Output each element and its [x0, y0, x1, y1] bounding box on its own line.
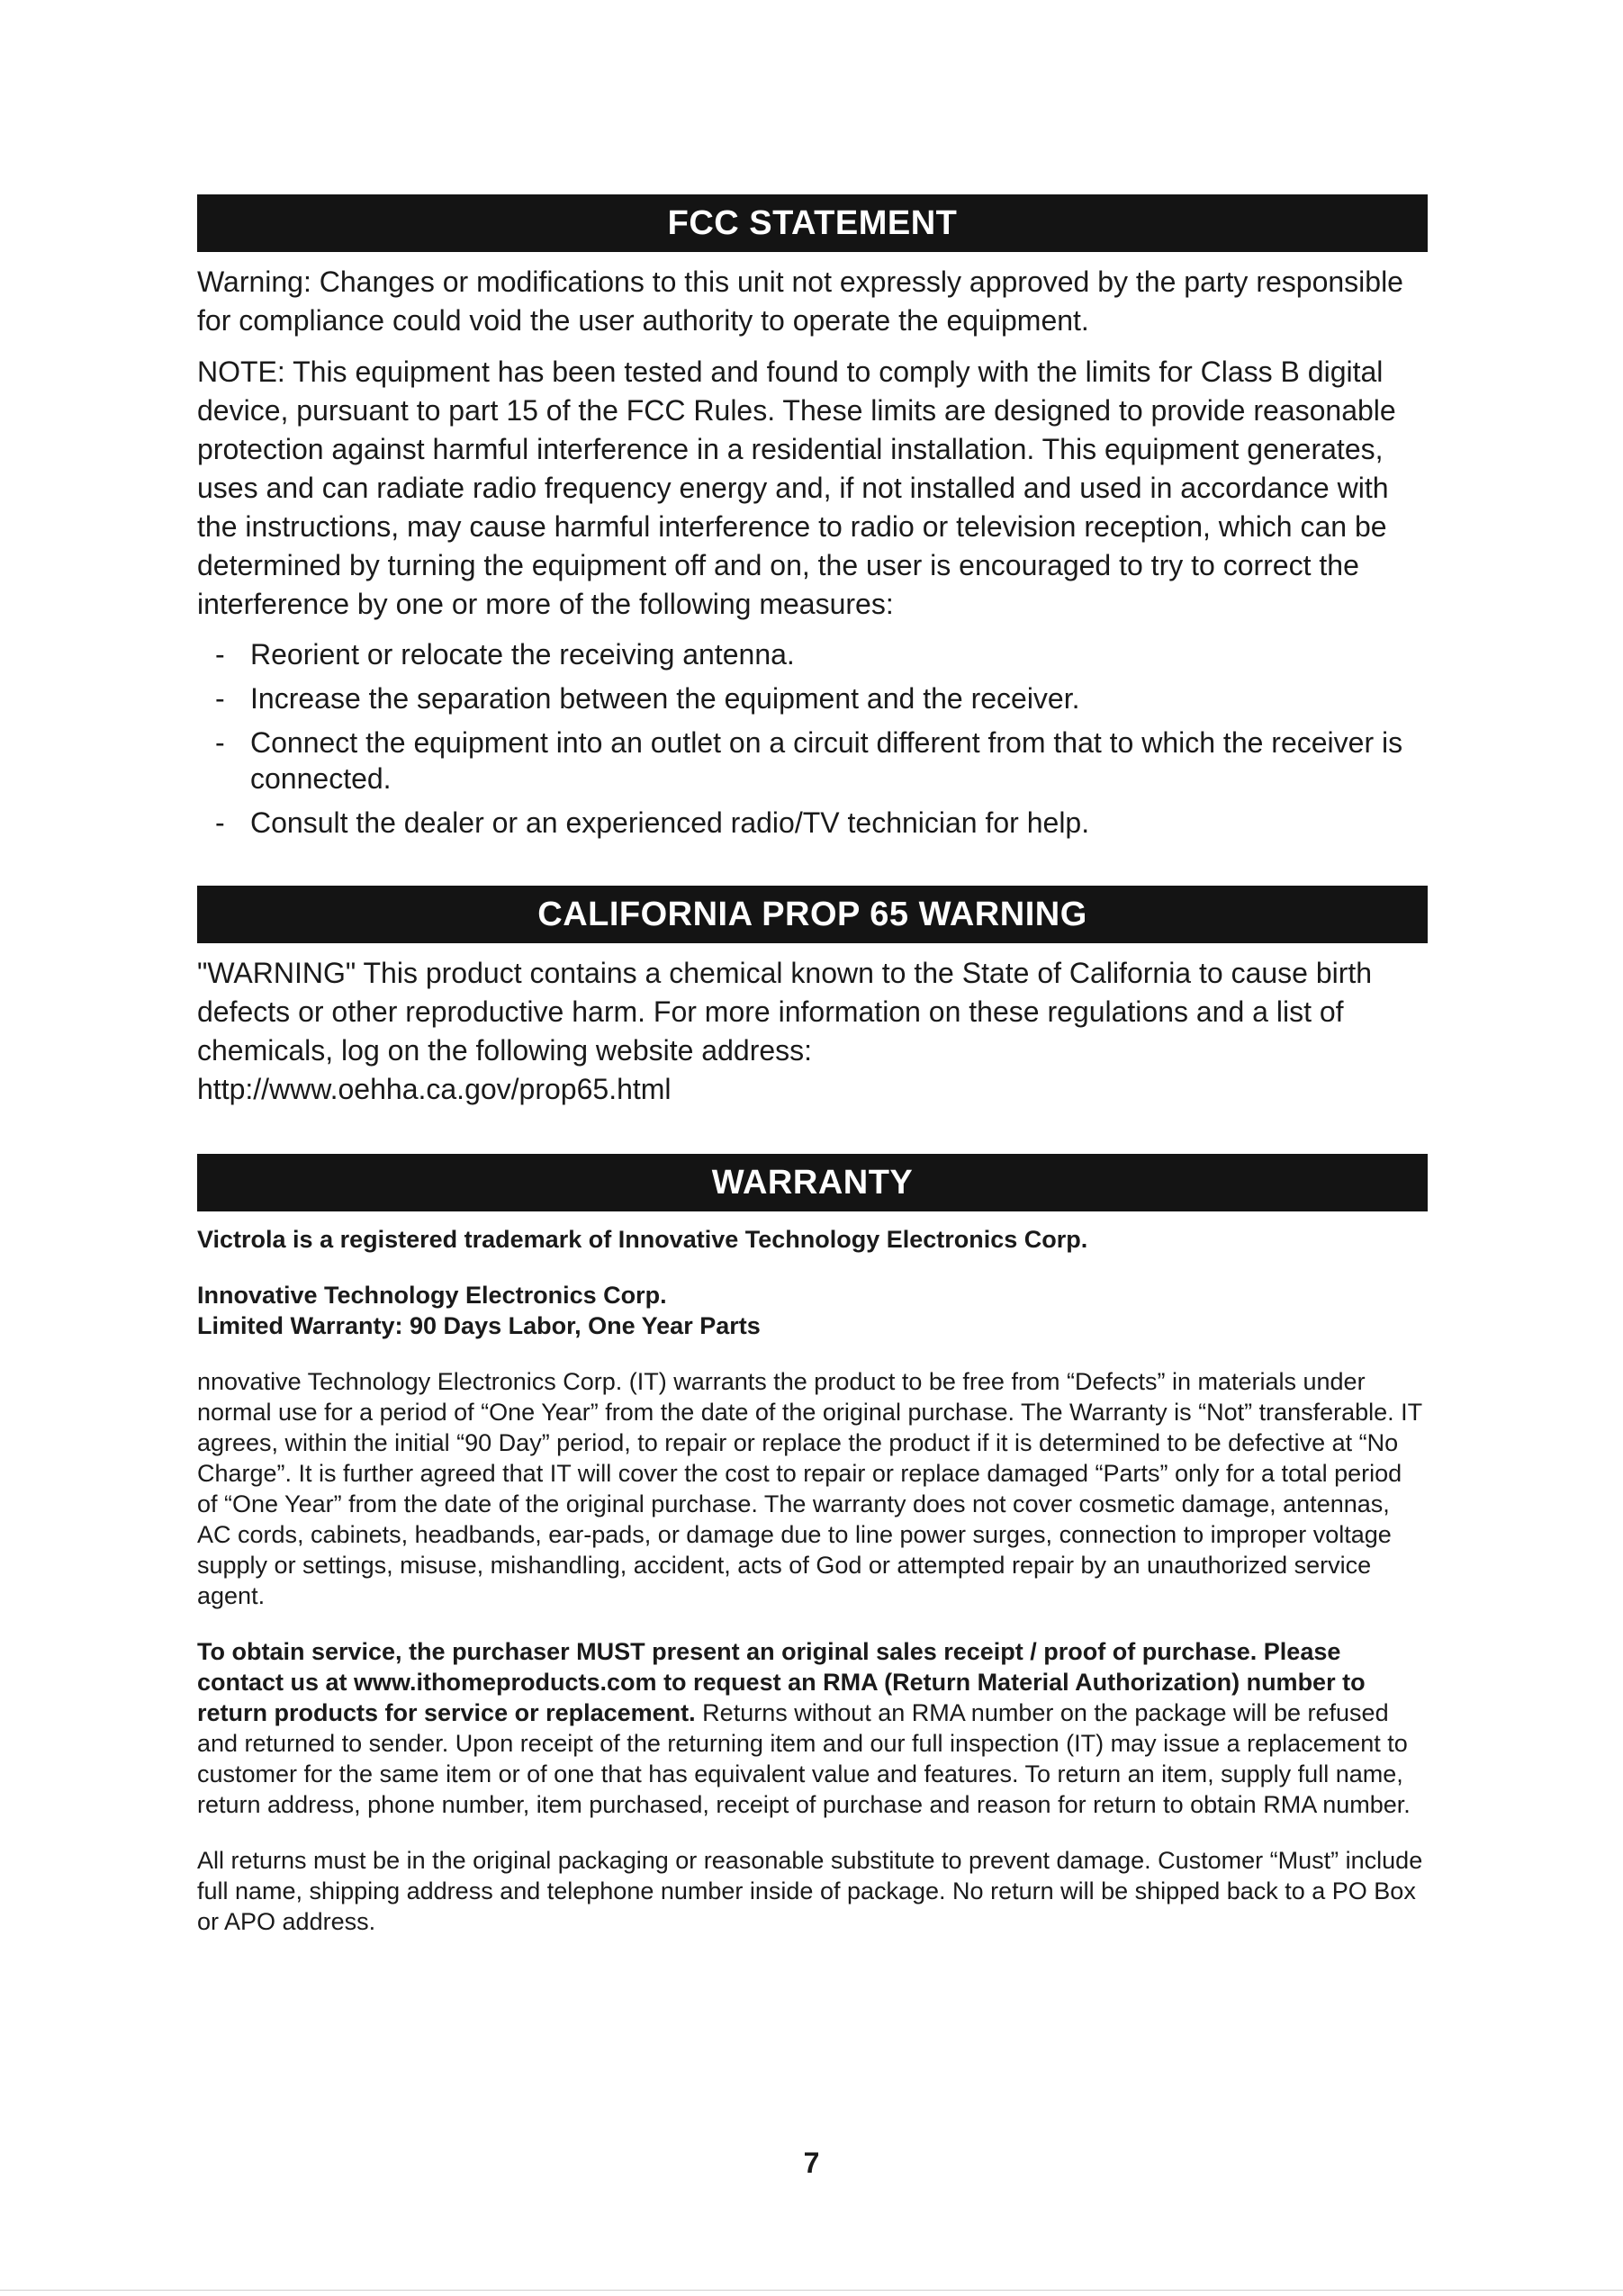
prop65-warning-heading: CALIFORNIA PROP 65 WARNING	[197, 886, 1428, 943]
fcc-statement-body	[197, 263, 1428, 841]
fcc-note-paragraph: NOTE: This equipment has been tested and found to comply with the limits for Class B digital device, pursuant to part 15 of the FCC Rules. These limits are designed to provide reasonable protection against harmful interference in a residential installation. This equipment generates, uses and can radiate radio frequency energy and, if not installed and used in accordance with the instructions, may cause harmful interference to radio or television reception, which can be determined by turning the equipment off and on, the user is encouraged to try to correct the interference by one or more of the following measures:	[197, 356, 1396, 620]
list-item-text: Reorient or relocate the receiving antenna.	[250, 638, 795, 671]
fcc-warning-paragraph: Warning: Changes or modifications to this unit not expressly approved by the party responsible for compliance could void the user authority to operate the equipment.	[197, 266, 1403, 337]
fcc-statement-heading: FCC STATEMENT	[197, 194, 1428, 252]
company-name: Innovative Technology Electronics Corp.	[197, 1282, 667, 1309]
page-number: 7	[803, 2147, 820, 2179]
returns-paragraph: All returns must be in the original packaging or reasonable substitute to prevent damage. Customer “Must” include full name, shipping address and telephone number inside of package. No return will be shipped back to a PO Box or APO address.	[197, 1847, 1423, 1935]
list-item	[197, 805, 1428, 841]
prop65-url: http://www.oehha.ca.gov/prop65.html	[197, 1073, 672, 1105]
bullet-marker: -	[215, 806, 225, 839]
prop65-paragraph	[197, 954, 1428, 1109]
warranty-body	[197, 1224, 1428, 1937]
manual-page	[197, 194, 1428, 1962]
warranty-heading: WARRANTY	[197, 1154, 1428, 1211]
service-bold-text: To obtain service, the purchaser MUST present an original sales receipt / proof of purchase. Please contact us at www.ithomeproducts.com to request an RMA (Return Material Authorization) number to return products for service or replacement.	[197, 1638, 1366, 1726]
trademark-notice: Victrola is a registered trademark of Innovative Technology Electronics Corp.	[197, 1226, 1088, 1253]
limited-warranty-title: Limited Warranty: 90 Days Labor, One Year Parts	[197, 1312, 761, 1339]
bullet-marker: -	[215, 638, 225, 671]
list-item-text: Consult the dealer or an experienced radio/TV technician for help.	[250, 806, 1090, 839]
prop65-text: "WARNING" This product contains a chemical known to the State of California to cause birth defects or other reproductive harm. For more information on these regulations and a list of chemicals, log on the following website address:	[197, 957, 1373, 1067]
list-item	[197, 636, 1428, 672]
list-item	[197, 680, 1428, 716]
service-regular-text: Returns without an RMA number on the package will be refused and returned to sender. Upon receipt of the returning item and our full inspection (IT) may issue a replacement to customer for the same item or of one that has equivalent value and features. To return an item, supply full name, return address, phone number, item purchased, receipt of purchase and reason for return to obtain RMA number.	[197, 1699, 1411, 1818]
fcc-measures-list	[197, 636, 1428, 841]
limited-warranty-header	[197, 1280, 1428, 1341]
list-item-text: Increase the separation between the equipment and the receiver.	[250, 682, 1080, 715]
list-item	[197, 725, 1428, 797]
bullet-marker: -	[215, 682, 225, 715]
page-divider	[0, 2290, 1623, 2291]
service-paragraph	[197, 1636, 1428, 1820]
bullet-marker: -	[215, 726, 225, 759]
prop65-body	[197, 954, 1428, 1109]
warranty-terms-paragraph: nnovative Technology Electronics Corp. (IT) warrants the product to be free from “Defects” in materials under normal use for a period of “One Year” from the date of the original purchase. The Warranty is “Not” transferable. IT agrees, within the initial “90 Day” period, to repair or replace the product if it is determined to be defective at “No Charge”. It is further agreed that IT will cover the cost to repair or replace damaged “Parts” only for a total period of “One Year” from the date of the original purchase. The warranty does not cover cosmetic damage, antennas, AC cords, cabinets, headbands, ear-pads, or damage due to line power surges, connection to improper voltage supply or settings, misuse, mishandling, accident, acts of God or attempted repair by an unauthorized service agent.	[197, 1368, 1422, 1609]
list-item-text: Connect the equipment into an outlet on a circuit different from that to which the receiver is connected.	[250, 726, 1403, 795]
